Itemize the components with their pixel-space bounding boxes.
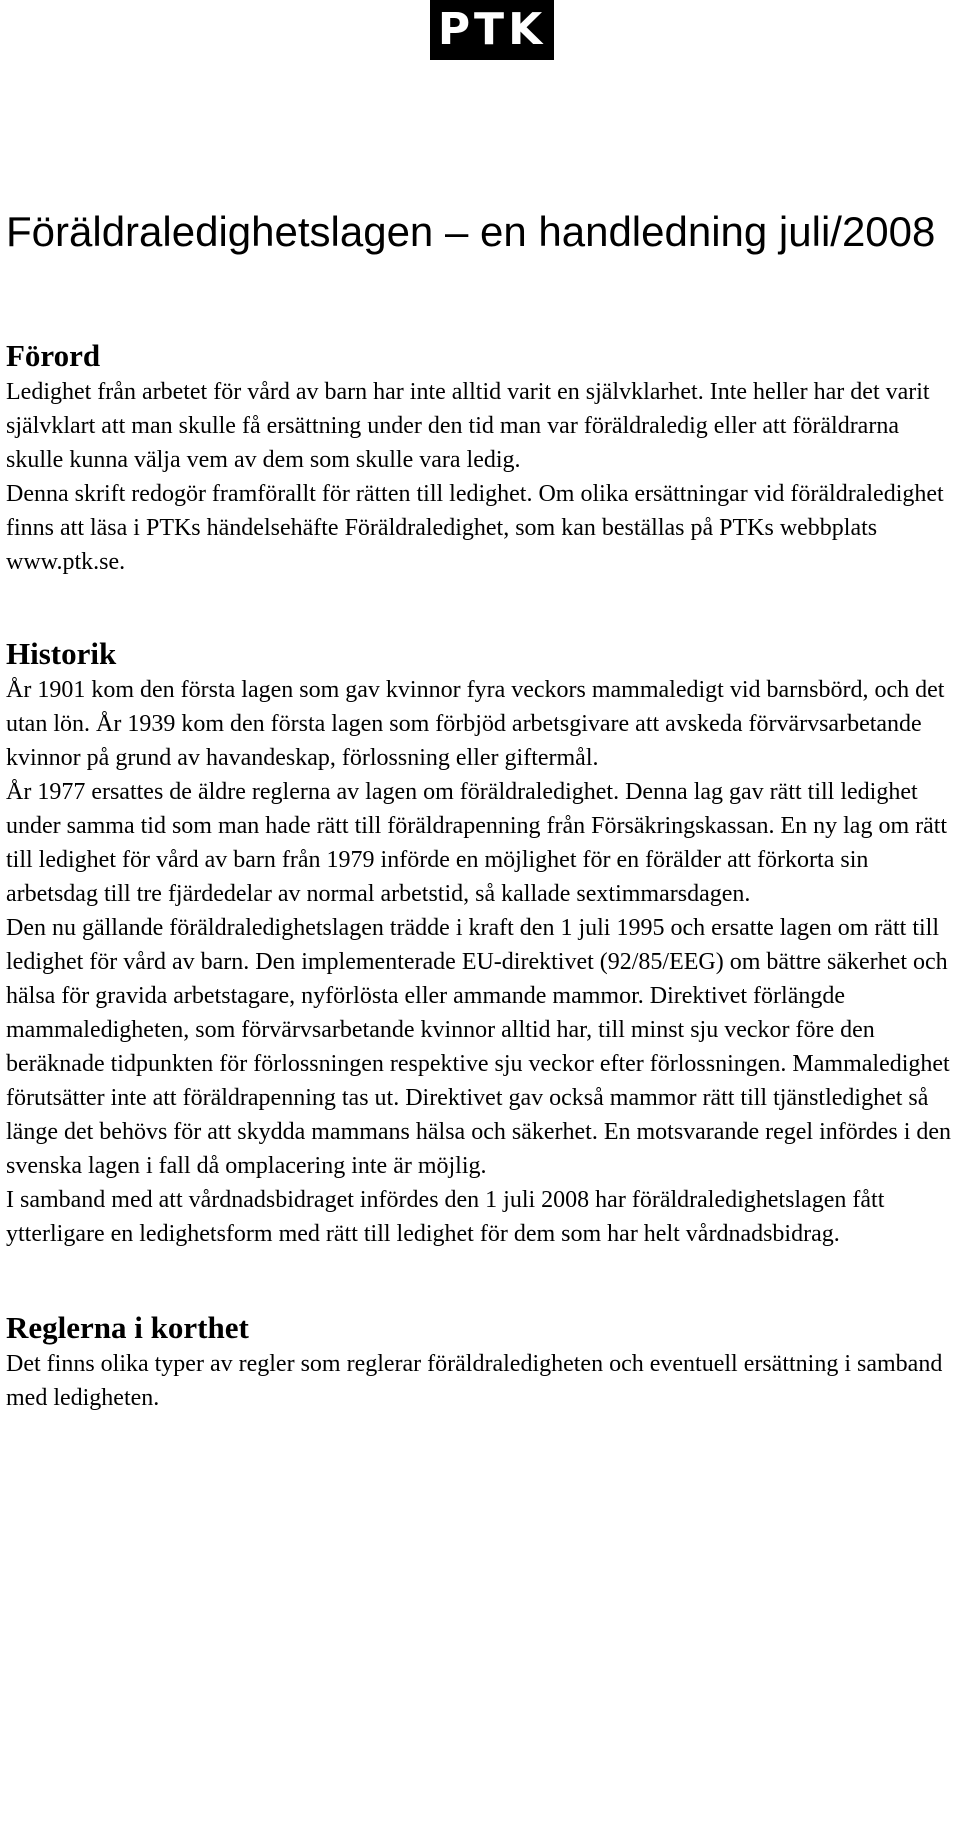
section-reglerna-i-korthet xyxy=(6,1309,956,1415)
section-heading: Förord xyxy=(6,338,101,373)
paragraph: År 1977 ersattes de äldre reglerna av lagen om föräldraledighet. Denna lag gav rätt till ledighet under samma tid som man hade rätt till föräldrapenning från Försäkringskassan. En ny lag om rätt till ledighet för vård av barn från 1979 införde en möjlighet för en förälder att förkorta sin arbetsdag till tre fjärdedelar av normal arbetstid, så kallade sextimmarsdagen. xyxy=(6,779,948,907)
paragraph: År 1901 kom den första lagen som gav kvinnor fyra veckors mammaledigt vid barnsbörd, och det utan lön. År 1939 kom den första lagen som förbjöd arbetsgivare att avskeda förvärvsarbetande kvinnor på grund av havandeskap, förlossning eller giftermål. xyxy=(6,677,945,771)
paragraph: Den nu gällande föräldraledighetslagen trädde i kraft den 1 juli 1995 och ersatte lagen om rätt till ledighet för vård av barn. Den implementerade EU-direktivet (92/85/EEG) om bättre säkerhet och hälsa för gravida arbetstagare, nyförlösta eller ammande mammor. Direktivet förlängde mammaledigheten, som förvärvsarbetande kvinnor alltid har, till minst sju veckor före den beräknade tidpunkten för förlossningen respektive sju veckor efter förlossningen. Mammaledighet förutsätter inte att föräldrapenning tas ut. Direktivet gav också mammor rätt till tjänstledighet så länge det behövs för att skydda mammans hälsa och säkerhet. En motsvarande regel infördes i den svenska lagen i fall då omplacering inte är möjlig. xyxy=(6,915,952,1179)
ptk-logo xyxy=(430,0,554,60)
paragraph: I samband med att vårdnadsbidraget infördes den 1 juli 2008 har föräldraledighetslagen fått ytterligare en ledighetsform med rätt till ledighet för dem som har helt vårdnadsbidrag. xyxy=(6,1187,885,1247)
paragraph: Ledighet från arbetet för vård av barn har inte alltid varit en självklarhet. Inte heller har det varit självklart att man skulle få ersättning under den tid man var föräldraledig eller att föräldrarna skulle kunna välja vem av dem som skulle vara ledig. xyxy=(6,379,930,473)
section-heading: Historik xyxy=(6,636,117,671)
section-forord xyxy=(6,337,956,579)
logo-text: PTK xyxy=(437,4,547,55)
paragraph: Denna skrift redogör framförallt för rätten till ledighet. Om olika ersättningar vid föräldraledighet finns att läsa i PTKs händelsehäfte Föräldraledighet, som kan beställas på PTKs webbplats www.ptk.se. xyxy=(6,481,944,575)
document-body xyxy=(6,207,956,1415)
section-heading: Reglerna i korthet xyxy=(6,1310,249,1345)
paragraph: Det finns olika typer av regler som reglerar föräldraledigheten och eventuell ersättning i samband med ledigheten. xyxy=(6,1351,943,1411)
document-title: Föräldraledighetslagen – en handledning juli/2008 xyxy=(6,208,936,255)
section-historik xyxy=(6,635,956,1251)
